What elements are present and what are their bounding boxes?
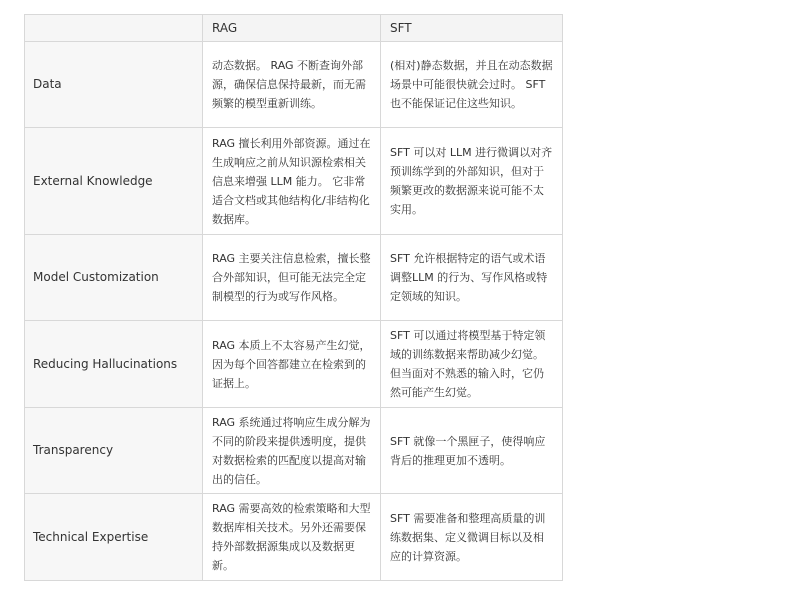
table-row (25, 408, 563, 494)
rag-cell: RAG 擅长利用外部资源。通过在生成响应之前从知识源检索相关信息来增强 LLM 能力。 它非常适合文档或其他结构化/非结构化数据库。 (203, 128, 381, 235)
row-label: Data (25, 42, 203, 128)
row-label: Technical Expertise (25, 494, 203, 581)
rag-cell: RAG 本质上不太容易产生幻觉，因为每个回答都建立在检索到的证据上。 (203, 321, 381, 408)
table-row (25, 42, 563, 128)
sft-cell: SFT 允许根据特定的语气或术语调整LLM 的行为、写作风格或特定领域的知识。 (381, 235, 563, 321)
sft-cell: (相对)静态数据，并且在动态数据场景中可能很快就会过时。 SFT 也不能保证记住这些知识。 (381, 42, 563, 128)
table-row (25, 128, 563, 235)
table-row (25, 494, 563, 581)
table-header-row (25, 15, 563, 42)
rag-cell: 动态数据。 RAG 不断查询外部源，确保信息保持最新，而无需频繁的模型重新训练。 (203, 42, 381, 128)
table-row (25, 235, 563, 321)
row-label: Model Customization (25, 235, 203, 321)
sft-cell: SFT 需要准备和整理高质量的训练数据集、定义微调目标以及相应的计算资源。 (381, 494, 563, 581)
rag-cell: RAG 需要高效的检索策略和大型数据库相关技术。另外还需要保持外部数据源集成以及数据更新。 (203, 494, 381, 581)
table-row (25, 321, 563, 408)
header-cell-empty (25, 15, 203, 42)
sft-cell: SFT 可以对 LLM 进行微调以对齐预训练学到的外部知识，但对于频繁更改的数据源来说可能不太实用。 (381, 128, 563, 235)
row-label: Transparency (25, 408, 203, 494)
header-cell-sft: SFT (381, 15, 563, 42)
header-cell-rag: RAG (203, 15, 381, 42)
rag-cell: RAG 主要关注信息检索，擅长整合外部知识，但可能无法完全定制模型的行为或写作风格。 (203, 235, 381, 321)
sft-cell: SFT 可以通过将模型基于特定领域的训练数据来帮助减少幻觉。 但当面对不熟悉的输入时，它仍然可能产生幻觉。 (381, 321, 563, 408)
row-label: Reducing Hallucinations (25, 321, 203, 408)
comparison-table (24, 14, 563, 581)
sft-cell: SFT 就像一个黑匣子，使得响应背后的推理更加不透明。 (381, 408, 563, 494)
row-label: External Knowledge (25, 128, 203, 235)
rag-cell: RAG 系统通过将响应生成分解为不同的阶段来提供透明度，提供对数据检索的匹配度以提高对输出的信任。 (203, 408, 381, 494)
